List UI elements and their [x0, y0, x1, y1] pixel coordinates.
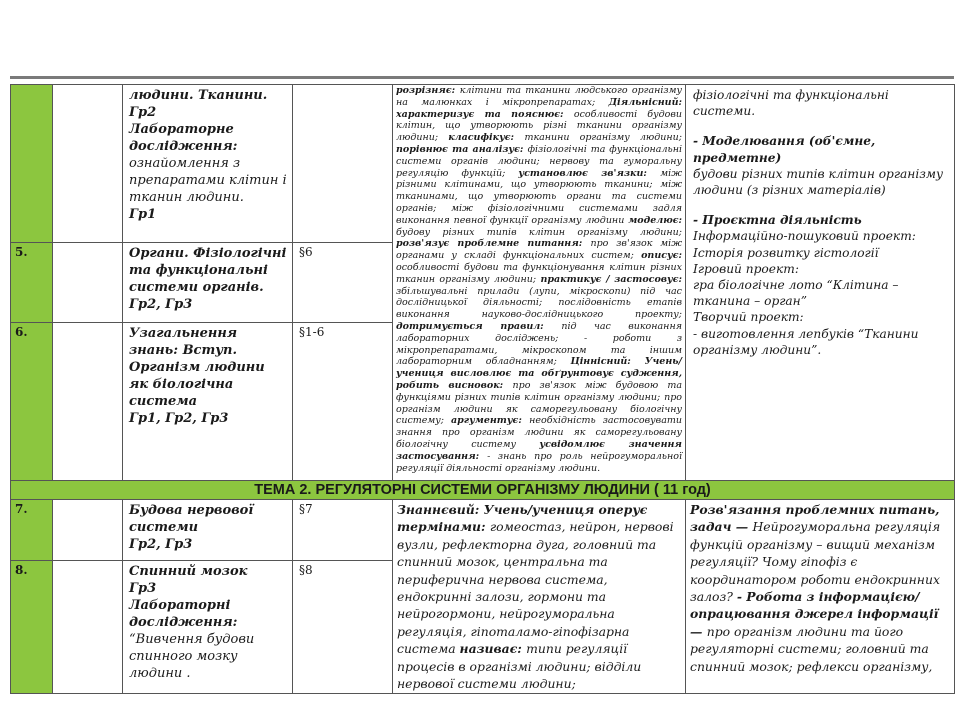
label: моделює: — [628, 214, 682, 226]
top-rule — [10, 76, 954, 79]
paragraph-cell: §8 — [293, 560, 393, 694]
text: Нейрогуморальна регуляція функцій організму – вищий механізм регуляції? — [690, 519, 941, 570]
row-number: 7. — [11, 500, 53, 561]
text: - знань про роль нейрогуморальної регуляції діяльності організму людини. — [396, 450, 682, 474]
lesson-title: Узагальнення знань: Вступ. Організм людини як біологічна система — [129, 326, 265, 409]
label: аргументує: — [450, 415, 530, 427]
lesson-cell — [123, 560, 293, 694]
text: типи регуляції процесів в організмі людини; відділи нервової системи людини; — [397, 641, 642, 692]
text: про зв'язок між органами у складі функціональних систем; — [396, 238, 683, 262]
text: клітини та тканини людського організму на малюнках і мікропрепаратах; — [396, 85, 682, 108]
empty-cell — [53, 560, 123, 694]
lesson-title: Будова нервової системи — [129, 503, 254, 535]
paragraph-cell — [293, 85, 393, 243]
activity-text: фізіологічні та функціональні системи. — [693, 88, 889, 119]
label: порівнює та аналізує: — [396, 143, 528, 155]
activities-cell — [686, 85, 955, 481]
activity-text: Історія розвитку гістології — [693, 245, 879, 260]
topic-row — [11, 481, 955, 500]
activity-heading: - Проєктна діяльність — [693, 213, 862, 228]
label: Ціннісний: Учень/учениця висловлює та обґрунтовує судження, робить висновок: — [396, 356, 682, 391]
number-cell — [11, 85, 53, 243]
activity-text: Творчий проект: — [693, 310, 804, 325]
activity-text: - виготовлення лепбуків “Тканини організму людини”. — [693, 326, 919, 357]
text: фізіологічні та функціональні системи органів людини; нервову та гуморальну регуляцію функцій; — [396, 143, 682, 179]
activity-text: будови різних типів клітин організму людини (з різних матеріалів) — [693, 166, 944, 198]
lesson-groups: Гр2, Гр3 — [129, 297, 193, 312]
text: про зв'язок між будовою та функціями різних типів клітин організму людини; про організм людини як саморегульовану біологічну систему; — [396, 379, 682, 427]
paragraph-cell: §7 — [293, 500, 393, 561]
text: особливості будови та функціонування клітин різних тканин організму людини; — [396, 261, 682, 285]
table-row-continuation — [11, 85, 955, 243]
text: про організм людини та його регуляторні системи; головний та спинний мозок; рефлекси організму, — [690, 623, 933, 674]
lab-description: “Вивчення будови спинного мозку людини . — [129, 631, 255, 681]
spacer — [693, 119, 947, 133]
label: розрізняє: — [396, 85, 460, 96]
lesson-title: Спинний мозок — [129, 563, 248, 579]
text: між різними клітинами, що утворюють тканини; між тканинами, що утворюють органи та системи органів; між фізіологічними системами задля виконання певної функції організму людини — [396, 167, 682, 226]
table-row-7 — [11, 500, 955, 561]
text: тканини організму людини; — [524, 132, 682, 144]
problems-cell — [686, 500, 955, 694]
lab-label: Лабораторні дослідження: — [129, 597, 238, 630]
text: гомеостаз, нейрон, нервові вузли, рефлекторна дуга, головний та спинний мозок, центральна та периферична нервова система, ендокринні залози, гормони та нейрогормони, нейрогуморальна регуляція, гіпоталамо-гіпофізарна система — [397, 519, 674, 657]
activity-text: Інформаційно-пошуковий проект: — [693, 229, 916, 244]
empty-cell — [53, 323, 123, 481]
label: усвідомлює значення застосування: — [396, 438, 682, 462]
paragraph-cell: §1-6 — [293, 323, 393, 481]
text: особливості будови клітин, що утворюють різні тканини організму людини; — [396, 108, 682, 144]
knowledge-cell — [393, 500, 686, 694]
label: установлює зв'язки: — [518, 167, 661, 179]
competence-cell — [393, 85, 686, 481]
label: Розв'язання проблемних питань, задач — — [690, 502, 940, 535]
text: під час виконання лабораторних досліджень; - роботи з мікропрепаратами, мікроскопом та іншим лабораторним обладнанням; — [396, 320, 682, 368]
lesson-cell — [123, 85, 293, 243]
row-number: 6. — [11, 323, 53, 481]
activity-text: Ігровий проект: — [693, 261, 799, 276]
text: збільшувальні прилади (лупи, мікроскопи) під час дослідницької діяльності; послідовність етапів виконання науково-дослідницького проекту; — [396, 285, 682, 321]
text: будову різних типів клітин організму людини; — [396, 226, 682, 238]
paragraph-cell: §6 — [293, 243, 393, 323]
empty-cell — [53, 500, 123, 561]
lesson-cell — [123, 243, 293, 323]
label: класифікує: — [448, 132, 525, 144]
lesson-title: людини. Тканини. — [129, 88, 268, 103]
lesson-groups: Гр2 — [129, 105, 157, 120]
lab-groups: Гр1 — [129, 207, 157, 222]
lesson-groups: Гр1, Гр2, Гр3 — [129, 411, 229, 426]
empty-cell — [53, 243, 123, 323]
label: дотримується правил: — [396, 320, 562, 332]
curriculum-table — [10, 84, 955, 694]
topic-title: ТЕМА 2. РЕГУЛЯТОРНІ СИСТЕМИ ОРГАНІЗМУ ЛЮДИНИ ( 11 год) — [11, 481, 955, 500]
label: - Робота з інформацією/опрацювання джерел інформації— — [690, 589, 939, 639]
label: описує: — [641, 250, 682, 262]
row-number: 5. — [11, 243, 53, 323]
activity-heading: - Моделювання (об'ємне, предметне) — [693, 134, 876, 165]
lesson-cell — [123, 323, 293, 481]
lesson-cell — [123, 500, 293, 561]
empty-cell — [53, 85, 123, 243]
label: називає: — [459, 641, 527, 657]
lesson-groups: Гр3 — [129, 580, 157, 596]
lab-description: ознайомлення з препаратами клітин і тканин людини. — [129, 156, 287, 205]
label: практикує / застосовує: — [540, 273, 682, 285]
activity-text: гра біологічне лото “Клітина – тканина – орган” — [693, 278, 899, 309]
lesson-groups: Гр2, Гр3 — [129, 537, 193, 552]
text: необхідність застосовувати знання про організм людини як саморегульовану біологічну систему — [396, 415, 682, 450]
label: Знаннєвий: Учень/учениця оперує термінами: — [397, 502, 648, 535]
text: Чому гіпофіз є координатором роботи ендокринних залоз? — [690, 554, 940, 605]
lab-label: Лабораторне дослідження: — [129, 122, 238, 154]
row-number: 8. — [11, 560, 53, 694]
lesson-title: Органи. Фізіологічні та функціональні системи органів. — [129, 246, 287, 295]
spacer — [693, 198, 947, 212]
label: розв'язує проблемне питання: — [396, 238, 591, 250]
label: Діяльнісний: характеризує та пояснює: — [396, 96, 682, 120]
